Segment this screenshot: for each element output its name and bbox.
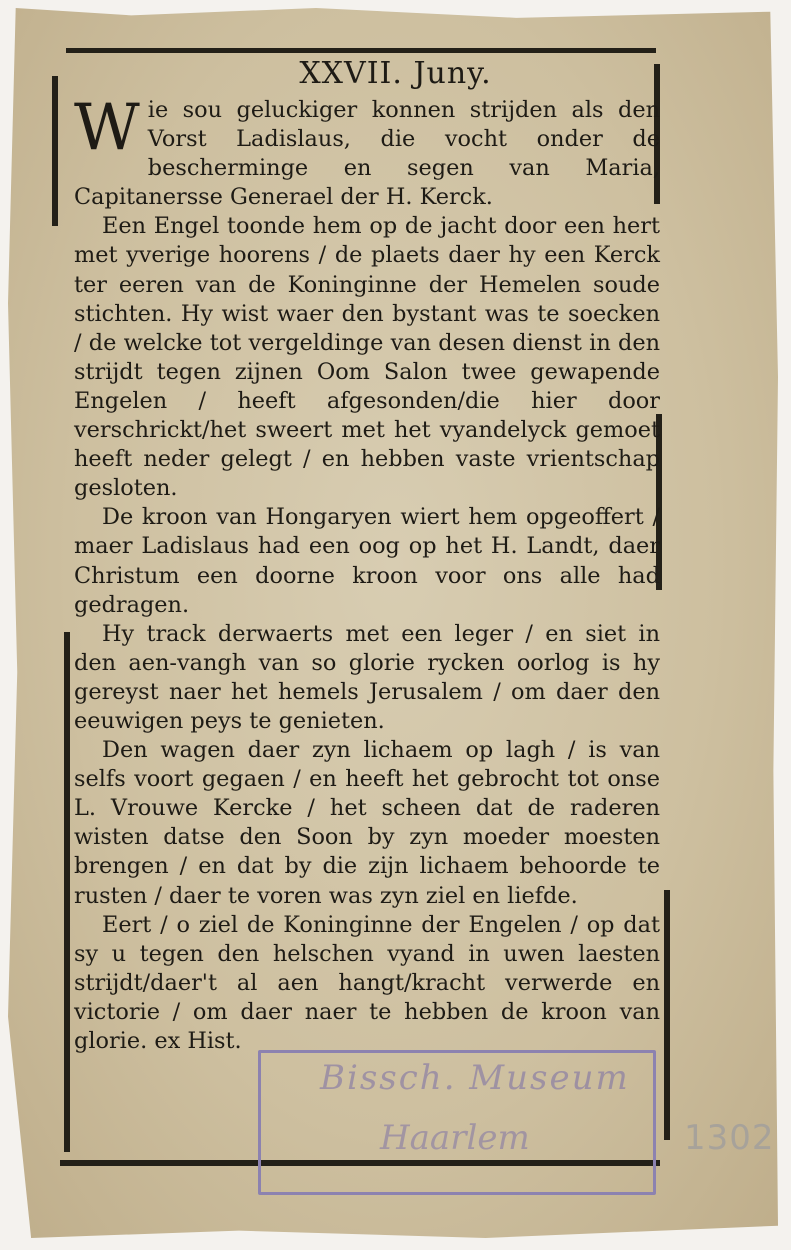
stamp-text-city: Haarlem [380,1118,530,1158]
paragraph-4: Hy track derwaerts met een leger / en siet in den aen-vangh van so glorie rycken oorlog is hy gereyst naer het hemels Jerusalem / om daer den eeuwigen peys te genieten. [74,620,660,734]
left-rule [52,76,58,226]
page-title: XXVII. Juny. [299,56,492,91]
top-rule [66,48,656,53]
paragraph-1 [74,91,660,212]
pencil-inventory-number: 1302 [684,1118,775,1158]
paragraph-5: Den wagen daer zyn lichaem op lagh / is van selfs voort gegaen / en heeft het gebrocht tot onse L. Vrouwe Kercke / het scheen dat de raderen wisten datse den Soon by zyn moeder moesten brengen / en dat by die zijn lichaem behoorde te rusten / daer te voren was zyn ziel en liefde. [74,737,660,909]
drop-cap: W [74,91,140,165]
right-rule-low [664,890,670,1140]
paragraph-2: Een Engel toonde hem op de jacht door een hert met yverige hoorens / de plaets daer hy een Kerck ter eeren van de Koninginne der Hemelen soude stichten. Hy wist waer den bystant was te soecken / de welcke tot vergeldinge van desen dienst in den strijdt tegen zijnen Oom Salon twee gewapende Engelen / heeft afgesonden/die hier door verschrickt/het sweert met het vyandelyck gemoet heeft neder gelegt / en hebben vaste vrientschap gesloten. [74,213,660,502]
stamp-text-museum: Bissch. Museum [320,1058,630,1098]
paragraph-3: De kroon van Hongaryen wiert hem opgeoffert / maer Ladislaus had een oog op het H. Landt, daer Christum een doorne kroon voor ons alle had gedragen. [74,504,660,618]
paragraph-6: Eert / o ziel de Koninginne der Engelen / op dat sy u tegen den helschen vyand in uwen laesten strijdt/daer't al aen hangt/kracht verwerde en victorie / om daer naer te hebben de kroon van glorie. ex Hist. [74,911,660,1054]
paragraph-1-text: ie sou geluckiger konnen strijden als den Vorst Ladislaus, die vocht onder de bescherminge en segen van Maria, Capitanersse Generael der H. Kerck. [74,97,660,211]
body-text [74,91,660,1056]
left-rule-lower [64,632,70,1152]
